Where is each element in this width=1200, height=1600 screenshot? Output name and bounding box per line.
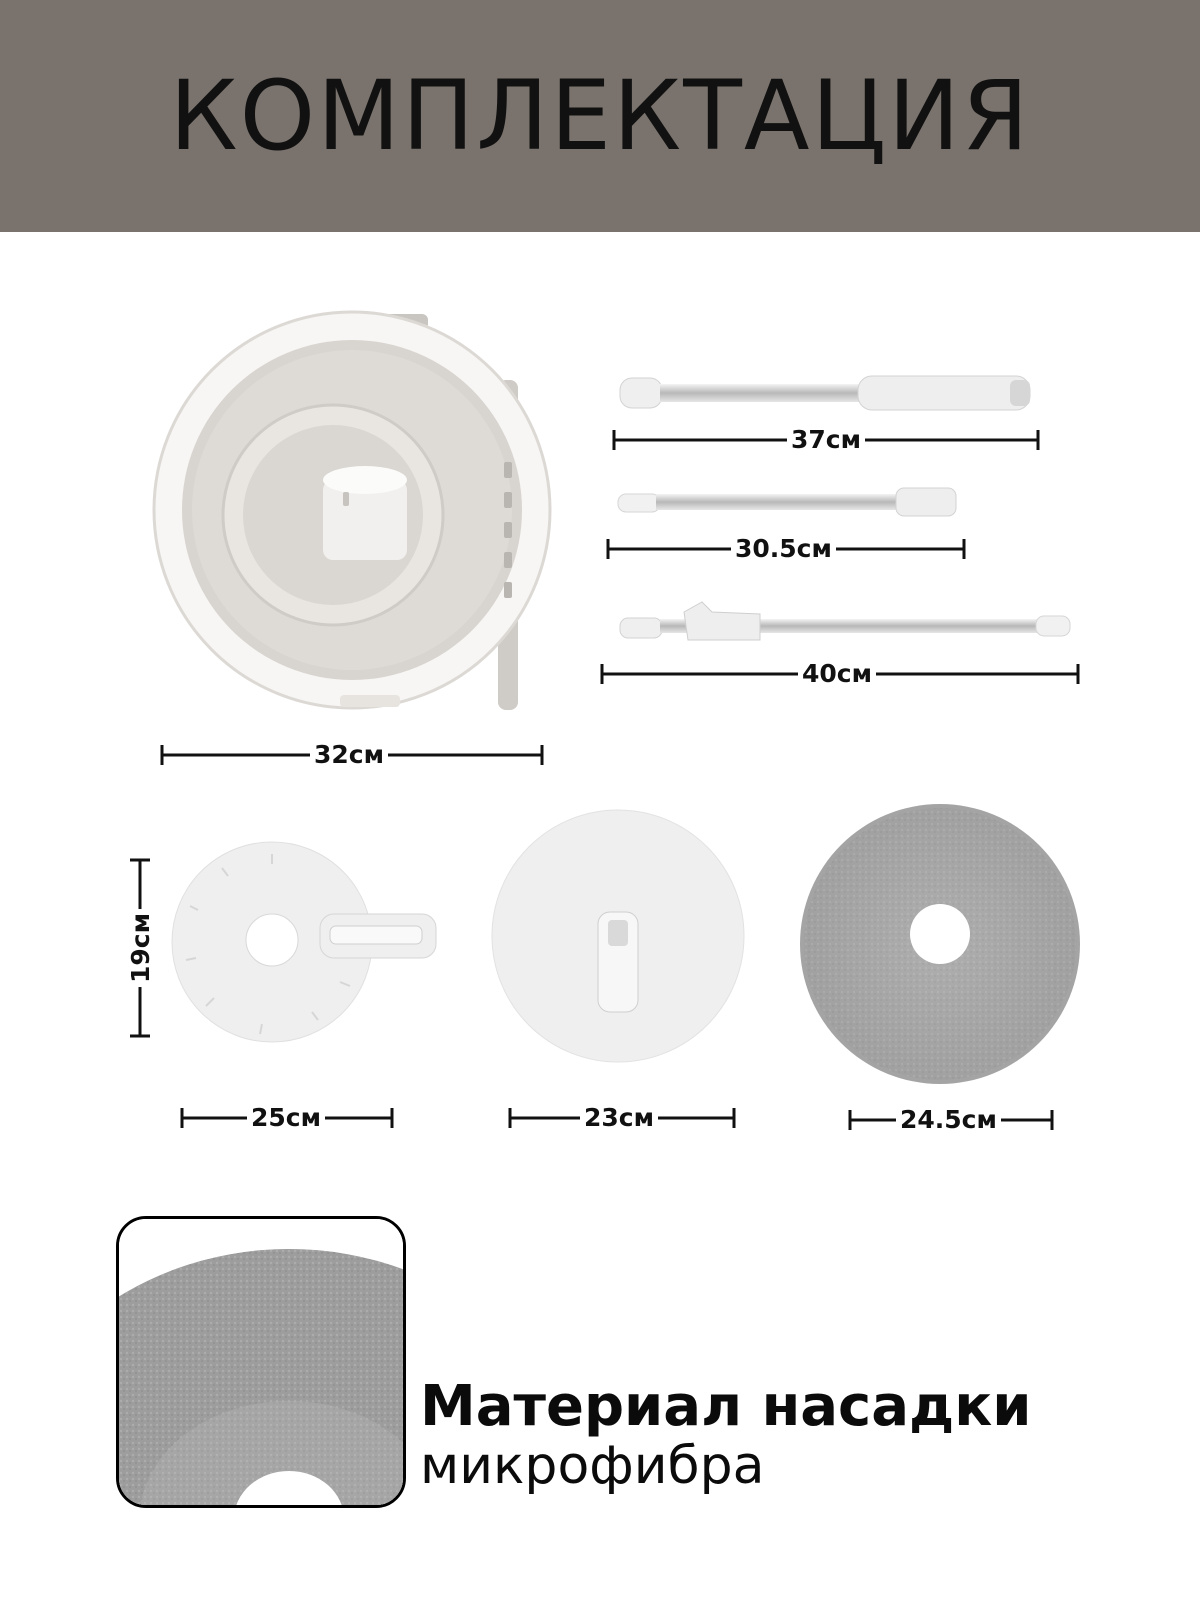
material-value: микрофибра [420, 1436, 765, 1496]
handle-image [620, 376, 1030, 410]
dimension-label-handle-top: 37см [787, 425, 865, 455]
bucket-image [154, 312, 550, 710]
dimension-label-disc-width: 23см [580, 1103, 658, 1133]
dimension-label-handle-middle: 30.5см [731, 534, 836, 564]
dimension-label-lid-height: 19см [126, 909, 156, 987]
dimension-label-bucket: 32см [310, 740, 388, 770]
dimension-label-lid-width: 25см [247, 1103, 325, 1133]
material-title: Материал насадки [420, 1374, 1032, 1439]
dimension-label-handle-bottom: 40см [798, 659, 876, 689]
dimension-label-pad-width: 24.5см [896, 1105, 1001, 1135]
handle-image [620, 602, 1070, 640]
handle-image [618, 488, 956, 516]
disc-image [492, 810, 744, 1062]
microfiber-closeup-image [116, 1216, 406, 1508]
microfiber-pad-image [800, 804, 1080, 1084]
lid-image [172, 842, 436, 1042]
page-title: КОМПЛЕКТАЦИЯ [169, 60, 1031, 172]
